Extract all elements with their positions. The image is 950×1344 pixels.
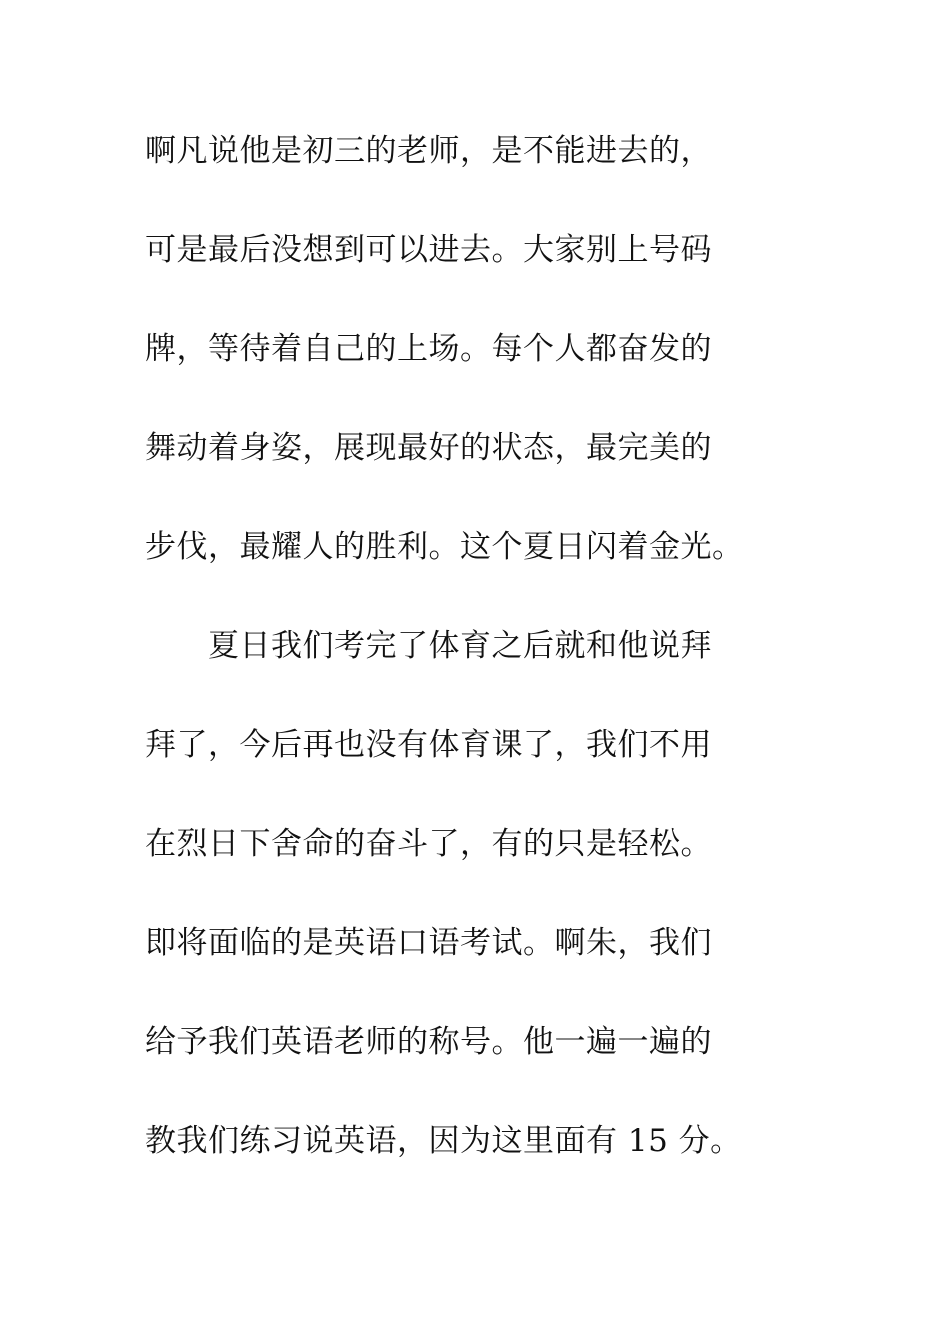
text-line-11: 教我们练习说英语，因为这里面有 15 分。 bbox=[145, 1123, 742, 1159]
text-line-4: 舞动着身姿，展现最好的状态，最完美的 bbox=[145, 430, 712, 466]
text-line-7: 拜了，今后再也没有体育课了，我们不用 bbox=[145, 727, 712, 763]
text-line-3: 牌，等待着自己的上场。每个人都奋发的 bbox=[145, 331, 712, 367]
text-line-9: 即将面临的是英语口语考试。啊朱，我们 bbox=[145, 925, 712, 961]
text-line-8: 在烈日下舍命的奋斗了，有的只是轻松。 bbox=[145, 826, 712, 862]
text-line-10: 给予我们英语老师的称号。他一遍一遍的 bbox=[145, 1024, 712, 1060]
text-line-2: 可是最后没想到可以进去。大家别上号码 bbox=[145, 232, 712, 268]
body-text bbox=[145, 126, 805, 1215]
text-line-1: 啊凡说他是初三的老师，是不能进去的， bbox=[145, 133, 712, 169]
text-line-5: 步伐，最耀人的胜利。这个夏日闪着金光。 bbox=[145, 529, 744, 565]
text-line-6: 夏日我们考完了体育之后就和他说拜 bbox=[145, 628, 712, 664]
